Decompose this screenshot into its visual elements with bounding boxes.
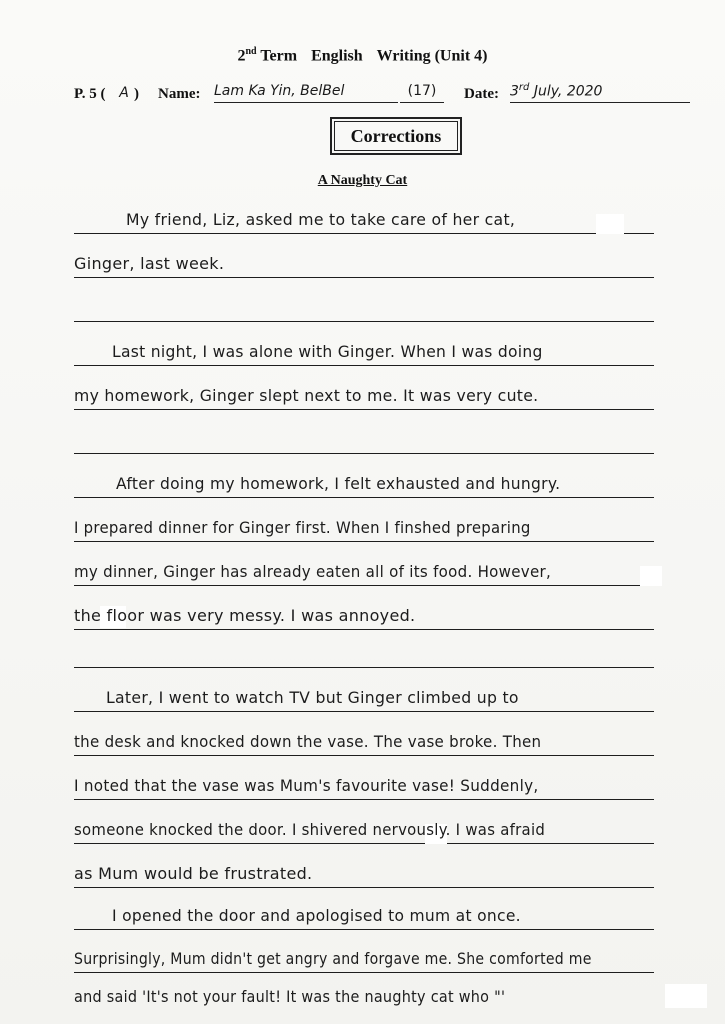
ruled-line — [74, 711, 654, 712]
name-field: Lam Ka Yin, BelBel — [214, 80, 398, 103]
ruled-line — [74, 929, 654, 930]
essay-line: I noted that the vase was Mum's favourite vase! Suddenly, — [74, 776, 539, 795]
essay-line: as Mum would be frustrated. — [74, 864, 313, 883]
ruled-line — [74, 629, 654, 630]
essay-line: Ginger, last week. — [74, 254, 225, 273]
class-close: ) — [134, 86, 139, 102]
ruled-line — [74, 799, 654, 800]
corrections-heading: Corrections — [330, 117, 462, 155]
essay-line: Surprisingly, Mum didn't get angry and forgave me. She comforted me — [74, 949, 592, 968]
ruled-line — [74, 453, 654, 454]
essay-line: the floor was very messy. I was annoyed. — [74, 606, 416, 625]
correction-fluid-mark — [596, 214, 624, 234]
title-term: Term — [260, 47, 298, 65]
ruled-line — [74, 497, 654, 498]
essay-line: Last night, I was alone with Ginger. When I was doing — [112, 342, 543, 361]
date-suffix: rd — [518, 82, 530, 93]
essay-line: I opened the door and apologised to mum at once. — [112, 906, 521, 925]
essay-line: my homework, Ginger slept next to me. It was very cute. — [74, 386, 539, 405]
title-task: Writing (Unit 4) — [376, 47, 488, 65]
essay-line: After doing my homework, I felt exhausted and hungry. — [116, 474, 561, 493]
ruled-line — [74, 541, 654, 542]
date-day: 3 — [510, 83, 519, 100]
story-title: A Naughty Cat — [317, 173, 408, 188]
essay-line: My friend, Liz, asked me to take care of her cat, — [126, 210, 516, 229]
title-term-number: 2 — [237, 47, 246, 65]
ruled-line — [74, 667, 654, 668]
ruled-line — [74, 277, 654, 278]
correction-fluid-mark — [665, 984, 707, 1008]
essay-line: someone knocked the door. I shivered nervously. I was afraid — [74, 820, 546, 839]
ruled-line — [74, 843, 654, 844]
essay-line: I prepared dinner for Ginger first. When I finshed preparing — [74, 518, 531, 537]
ruled-line — [74, 365, 654, 366]
essay-line: my dinner, Ginger has already eaten all of its food. However, — [74, 562, 552, 581]
essay-line: the desk and knocked down the vase. The vase broke. Then — [74, 732, 542, 751]
class-value: A — [119, 85, 129, 101]
essay-line: and said 'It's not your fault! It was the naughty cat who "' — [74, 987, 506, 1006]
student-info-row — [74, 80, 694, 110]
date-label: Date: — [464, 86, 499, 102]
date-field — [510, 74, 690, 103]
essay-line: Later, I went to watch TV but Ginger climbed up to — [106, 688, 519, 707]
class-label: P. 5 ( — [74, 86, 106, 102]
ruled-line — [74, 409, 654, 410]
date-rest: July, 2020 — [533, 83, 603, 100]
ruled-line — [74, 321, 654, 322]
worksheet-title — [0, 46, 725, 65]
ruled-line — [74, 972, 654, 973]
ruled-line — [74, 887, 654, 888]
title-subject: English — [311, 47, 363, 65]
title-term-suffix: nd — [245, 46, 257, 57]
name-label: Name: — [158, 86, 201, 102]
ruled-line — [74, 755, 654, 756]
student-number: (17) — [400, 80, 444, 103]
ruled-line — [74, 233, 654, 234]
ruled-line — [74, 585, 654, 586]
correction-fluid-mark — [640, 566, 662, 586]
